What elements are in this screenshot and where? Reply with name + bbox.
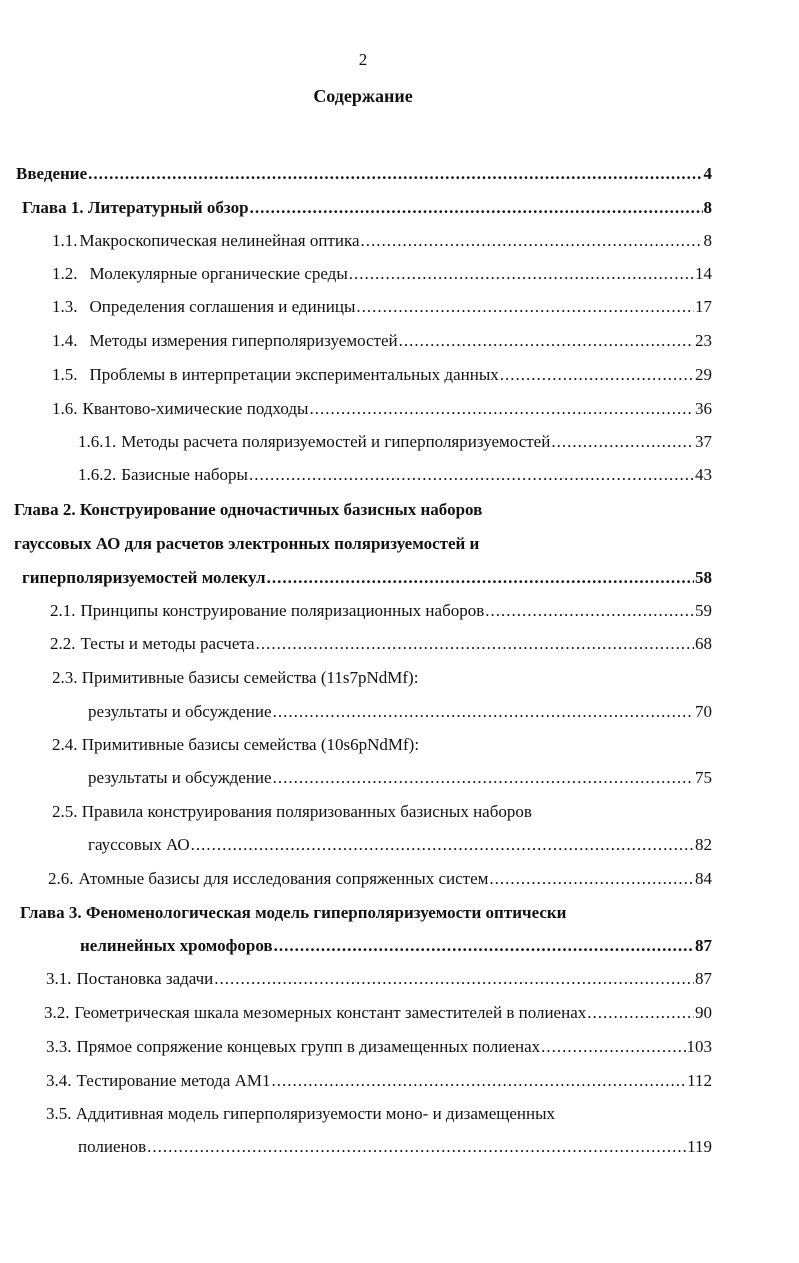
- toc-entry-page: 4: [703, 164, 712, 183]
- toc-entry-text: полиенов: [78, 1137, 147, 1156]
- toc-entry-page: 8: [703, 231, 712, 250]
- leader-dots: [356, 296, 694, 318]
- toc-entry-1-4[interactable]: [52, 330, 712, 352]
- leader-dots: [587, 1002, 694, 1024]
- toc-entry-1-2[interactable]: [52, 263, 712, 285]
- toc-entry-page: 43: [695, 465, 712, 484]
- toc-entry-3-2[interactable]: [44, 1002, 712, 1024]
- toc-entry-text: Определения соглашения и единицы: [89, 297, 356, 316]
- page-title: Содержание: [313, 86, 413, 106]
- toc-entry-2-5-line-1[interactable]: [52, 801, 532, 823]
- toc-entry-3-5[interactable]: [78, 1136, 712, 1158]
- leader-dots: [489, 868, 694, 890]
- toc-entry-text: гиперполяризуемостей молекул: [22, 568, 266, 587]
- toc-entry-text: Введение: [16, 164, 88, 183]
- toc-entry-page: 36: [695, 399, 712, 418]
- toc-entry-page: 103: [686, 1037, 712, 1056]
- toc-entry-number: 1.2.: [52, 264, 78, 283]
- toc-entry-text: Постановка задачи: [76, 969, 214, 988]
- toc-entry-1-3[interactable]: [52, 296, 712, 318]
- toc-entry-text: Проблемы в интерпретации экспериментальных данных: [89, 365, 499, 384]
- toc-entry-text: Правила конструирования поляризованных базисных наборов: [81, 802, 532, 821]
- toc-entry-page: 82: [695, 835, 712, 854]
- toc-entry-2-2[interactable]: [50, 633, 712, 655]
- leader-dots: [500, 364, 694, 386]
- toc-entry-text: Аддитивная модель гиперполяризуемости моно- и дизамещенных: [75, 1104, 555, 1123]
- toc-entry-text: Тестирование метода АМ1: [76, 1071, 271, 1090]
- toc-entry-1-6-2[interactable]: [78, 464, 712, 486]
- leader-dots: [399, 330, 694, 352]
- toc-entry-2-4[interactable]: [88, 767, 712, 789]
- leader-dots: [256, 633, 694, 655]
- toc-entry-number: 1.6.1.: [78, 432, 117, 451]
- leader-dots: [191, 834, 694, 856]
- toc-entry-3-4[interactable]: [46, 1070, 712, 1092]
- toc-entry-1-6-1[interactable]: [78, 431, 712, 453]
- page-number: 2: [358, 50, 368, 69]
- toc-entry-number: 1.5.: [52, 365, 78, 384]
- leader-dots: [349, 263, 694, 285]
- toc-chapter-2-line-1[interactable]: Глава 2. Конструирование одночастичных базисных наборов: [14, 500, 483, 519]
- toc-entry-page: 14: [695, 264, 712, 283]
- toc-entry-text: результаты и обсуждение: [88, 702, 272, 721]
- toc-entry-3-3[interactable]: [46, 1036, 712, 1058]
- toc-entry-page: 29: [695, 365, 712, 384]
- leader-dots: [249, 464, 694, 486]
- leader-dots: [551, 431, 694, 453]
- toc-entry-chapter-2[interactable]: [22, 567, 712, 589]
- toc-entry-number: 2.3.: [52, 668, 78, 687]
- toc-entry-2-3-line-1[interactable]: [52, 667, 418, 689]
- leader-dots: [214, 968, 694, 990]
- toc-entry-page: 87: [695, 936, 712, 955]
- toc-entry-number: 1.3.: [52, 297, 78, 316]
- toc-entry-text: нелинейных хромофоров: [80, 936, 273, 955]
- leader-dots: [147, 1136, 686, 1158]
- toc-entry-1-1[interactable]: [52, 230, 712, 252]
- toc-entry-number: 2.5.: [52, 802, 78, 821]
- toc-entry-number: 2.1.: [50, 601, 76, 620]
- toc-entry-2-1[interactable]: [50, 600, 712, 622]
- toc-entry-page: 37: [695, 432, 712, 451]
- toc-entry-number: 3.3.: [46, 1037, 72, 1056]
- leader-dots: [271, 1070, 686, 1092]
- toc-entry-1-5[interactable]: [52, 364, 712, 386]
- toc-entry-number: 3.5.: [46, 1104, 72, 1123]
- toc-entry-number: 1.6.: [52, 399, 78, 418]
- toc-entry-text: Тесты и методы расчета: [80, 634, 255, 653]
- toc-entry-number: 3.1.: [46, 969, 72, 988]
- toc-entry-page: 87: [695, 969, 712, 988]
- toc-entry-chapter-1[interactable]: [22, 197, 712, 219]
- leader-dots: [88, 163, 702, 185]
- toc-entry-number: 3.2.: [44, 1003, 70, 1022]
- toc-entry-2-6[interactable]: [48, 868, 712, 890]
- toc-entry-page: 112: [687, 1071, 712, 1090]
- toc-entry-number: 1.6.2.: [78, 465, 117, 484]
- toc-chapter-2-line-2[interactable]: гауссовых АО для расчетов электронных поляризуемостей и: [14, 534, 480, 553]
- toc-entry-page: 119: [687, 1137, 712, 1156]
- toc-entry-3-1[interactable]: [46, 968, 712, 990]
- toc-entry-number: 3.4.: [46, 1071, 72, 1090]
- leader-dots: [250, 197, 703, 219]
- toc-entry-text: Глава 1. Литературный обзор: [22, 198, 249, 217]
- toc-entry-text: Методы измерения гиперполяризуемостей: [89, 331, 398, 350]
- toc-entry-page: 75: [695, 768, 712, 787]
- toc-entry-page: 84: [695, 869, 712, 888]
- toc-entry-text: Квантово-химические подходы: [82, 399, 309, 418]
- toc-entry-2-4-line-1[interactable]: [52, 734, 419, 756]
- leader-dots: [485, 600, 694, 622]
- toc-entry-chapter-3[interactable]: [80, 935, 712, 957]
- toc-entry-number: 2.6.: [48, 869, 74, 888]
- toc-entry-page: 59: [695, 601, 712, 620]
- toc-entry-text: Методы расчета поляризуемостей и гиперполяризуемостей: [121, 432, 551, 451]
- toc-entry-2-5[interactable]: [88, 834, 712, 856]
- toc-entry-page: 17: [695, 297, 712, 316]
- toc-entry-page: 58: [695, 568, 712, 587]
- toc-entry-text: Принципы конструирование поляризационных наборов: [80, 601, 485, 620]
- toc-entry-number: 1.4.: [52, 331, 78, 350]
- toc-entry-text: результаты и обсуждение: [88, 768, 272, 787]
- toc-entry-text: Примитивные базисы семейства (10s6pNdMf):: [81, 735, 420, 754]
- leader-dots: [273, 701, 694, 723]
- toc-entry-text: Макроскопическая нелинейная оптика: [79, 231, 360, 250]
- leader-dots: [274, 935, 694, 957]
- toc-entry-text: Примитивные базисы семейства (11s7pNdMf):: [81, 668, 419, 687]
- leader-dots: [541, 1036, 685, 1058]
- toc-entry-number: 2.2.: [50, 634, 76, 653]
- toc-entry-text: Базисные наборы: [121, 465, 248, 484]
- toc-entry-page: 90: [695, 1003, 712, 1022]
- leader-dots: [273, 767, 694, 789]
- toc-entry-2-3[interactable]: [88, 701, 712, 723]
- toc-entry-page: 68: [695, 634, 712, 653]
- toc-entry-text: Геометрическая шкала мезомерных констант заместителей в полиенах: [74, 1003, 587, 1022]
- toc-entry-number: 2.4.: [52, 735, 78, 754]
- leader-dots: [309, 398, 694, 420]
- toc-entry-1-6[interactable]: [52, 398, 712, 420]
- toc-entry-page: 23: [695, 331, 712, 350]
- toc-entry-intro[interactable]: [16, 163, 712, 185]
- toc-entry-text: Атомные базисы для исследования сопряженных систем: [78, 869, 489, 888]
- leader-dots: [361, 230, 703, 252]
- leader-dots: [267, 567, 694, 589]
- toc-entry-text: Прямое сопряжение концевых групп в дизамещенных полиенах: [76, 1037, 541, 1056]
- toc-entry-page: 8: [703, 198, 712, 217]
- toc-entry-text: Молекулярные органические среды: [89, 264, 348, 283]
- toc-entry-text: гауссовых АО: [88, 835, 190, 854]
- toc-entry-3-5-line-1[interactable]: [46, 1103, 555, 1125]
- toc-entry-page: 70: [695, 702, 712, 721]
- toc-entry-number: 1.1.: [52, 231, 78, 250]
- toc-chapter-3-line-1[interactable]: Глава 3. Феноменологическая модель гиперполяризуемости оптически: [20, 903, 567, 922]
